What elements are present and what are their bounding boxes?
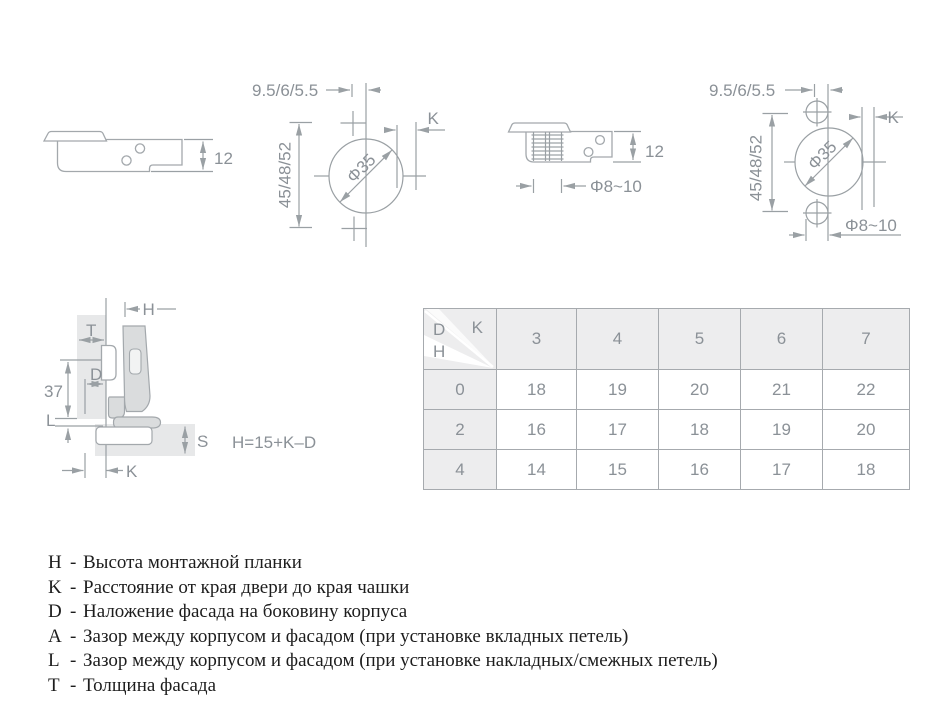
dim-dowel-diameter: Φ8~10 [845, 216, 897, 235]
hkd-table [423, 308, 910, 490]
legend-item [48, 576, 718, 601]
table-cell: 17 [577, 410, 659, 450]
hinge-knee [109, 397, 125, 418]
legend-text: Толщина фасада [83, 674, 216, 696]
dim-label-h: H [142, 300, 155, 319]
screw-hole [122, 156, 131, 165]
mounting-plate [96, 427, 152, 445]
legend-dash: - [70, 650, 77, 672]
legend-dash: - [70, 552, 77, 573]
adjustment-slot [130, 349, 142, 374]
plate-body [58, 140, 183, 172]
dim-label-37: 37 [44, 382, 63, 401]
table-cell: 21 [741, 370, 823, 410]
table-cell: 14 [497, 450, 577, 490]
screw-hole [135, 144, 144, 153]
corner-cell [424, 309, 497, 370]
diagram-drill-pattern-screw [252, 81, 445, 247]
table-cell: 15 [577, 450, 659, 490]
table-cell: 16 [497, 410, 577, 450]
dim-edge-offsets: 9.5/6/5.5 [709, 81, 776, 100]
col-header: 4 [577, 309, 659, 370]
legend-dash: - [70, 625, 77, 647]
plate-flange-cap [509, 123, 571, 132]
height-formula: H=15+K–D [232, 433, 317, 452]
table-cell: 17 [741, 450, 823, 490]
hkd-table-wrap [423, 308, 910, 490]
screw-hole [584, 148, 593, 157]
diagram-drill-pattern-dowel [709, 81, 903, 241]
corner-label-d: D [433, 320, 446, 339]
legend-item [48, 674, 718, 699]
legend-letter: T [48, 674, 60, 696]
legend-text: Расстояние от края двери до края чашки [83, 576, 410, 598]
dim-edge-gap-k: K [887, 108, 899, 127]
diagram-plate-dowel-side [509, 123, 664, 196]
row-header: 4 [424, 450, 497, 490]
legend-dash: - [70, 601, 77, 623]
table-row [424, 370, 910, 410]
table-cell: 19 [741, 410, 823, 450]
table-cell: 18 [497, 370, 577, 410]
dim-cup-diameter: Φ35 [343, 150, 380, 187]
col-header: 5 [659, 309, 741, 370]
dim-cup-diameter: Φ35 [804, 137, 841, 174]
dim-edge-gap-k: K [427, 109, 439, 128]
diagram-plate-screw-side [44, 132, 233, 172]
legend-text: Высота монтажной планки [83, 552, 302, 573]
legend-letter: A [48, 625, 62, 647]
dim-edge-offsets: 9.5/6/5.5 [252, 81, 319, 100]
table-row [424, 410, 910, 450]
legend-letter: L [48, 650, 60, 672]
dim-plate-height: 12 [214, 149, 233, 168]
corner-label-h: H [433, 342, 446, 361]
col-header: 7 [823, 309, 910, 370]
hinge-cup [102, 346, 117, 381]
legend-letter: H [48, 552, 62, 573]
dim-label-l: L [46, 411, 56, 430]
legend [48, 551, 718, 699]
dim-label-s: S [197, 432, 209, 451]
legend-text: Наложение фасада на боковину корпуса [83, 601, 408, 623]
dim-dowel-diameter: Φ8~10 [590, 177, 642, 196]
table-cell: 20 [659, 370, 741, 410]
legend-letter: D [48, 601, 62, 623]
hinge-foot [114, 417, 161, 428]
dim-label-d: D [90, 365, 103, 384]
plate-flange-cap [44, 132, 107, 142]
table-row [424, 450, 910, 490]
table-cell: 19 [577, 370, 659, 410]
row-header: 0 [424, 370, 497, 410]
legend-dash: - [70, 576, 77, 598]
legend-item [48, 551, 718, 576]
table-cell: 22 [823, 370, 910, 410]
dim-label-k: K [126, 462, 138, 481]
table-cell: 20 [823, 410, 910, 450]
corner-label-k: K [471, 318, 483, 337]
diagram-hinge-cross-section [44, 298, 316, 481]
legend-text: Зазор между корпусом и фасадом (при установке накладных/смежных петель) [83, 650, 718, 672]
legend-item [48, 649, 718, 674]
table-cell: 16 [659, 450, 741, 490]
screw-hole [596, 136, 605, 145]
table-cell: 18 [659, 410, 741, 450]
dim-row-spacing: 45/48/52 [746, 134, 766, 202]
col-header: 6 [741, 309, 823, 370]
row-header: 2 [424, 410, 497, 450]
dim-plate-height: 12 [645, 142, 664, 161]
dim-label-t: T [86, 321, 97, 340]
legend-text: Зазор между корпусом и фасадом (при установке вкладных петель) [83, 625, 629, 647]
legend-dash: - [70, 674, 77, 696]
legend-letter: K [48, 576, 62, 598]
col-header: 3 [497, 309, 577, 370]
legend-item [48, 625, 718, 650]
table-cell: 18 [823, 450, 910, 490]
dim-row-spacing: 45/48/52 [275, 141, 295, 209]
legend-item [48, 600, 718, 625]
